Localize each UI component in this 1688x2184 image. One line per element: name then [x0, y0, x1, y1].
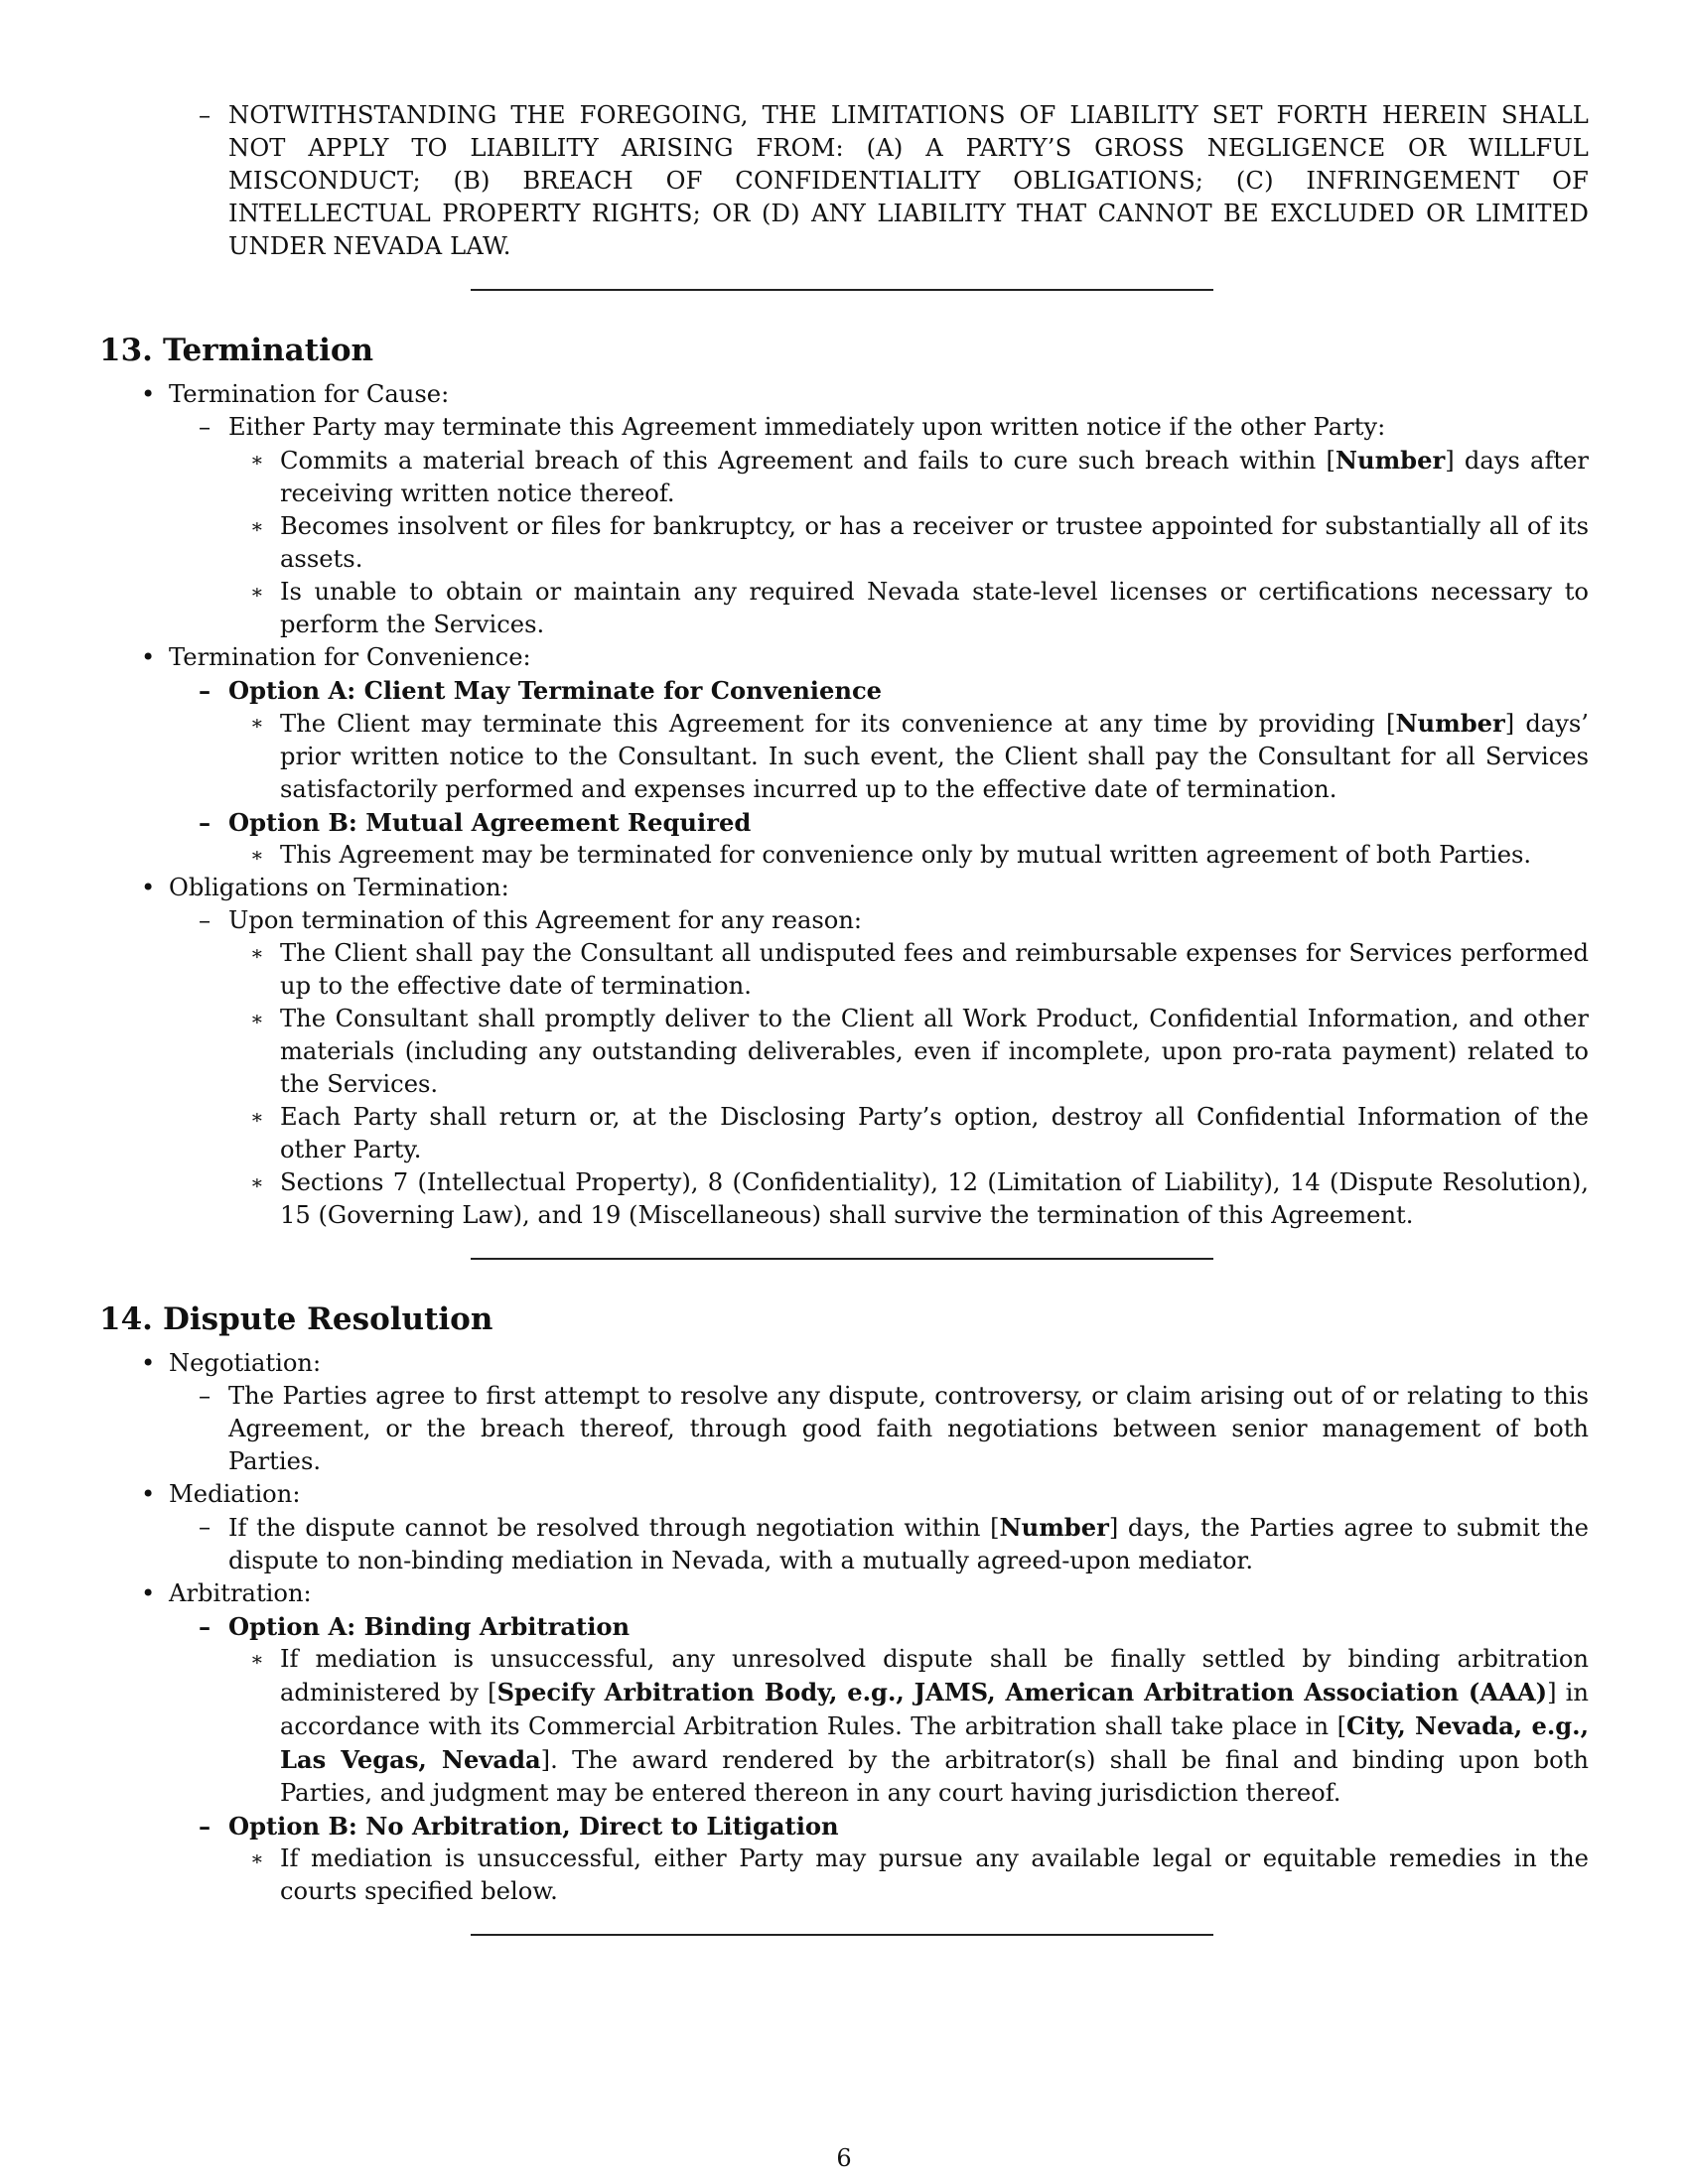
placeholder-field: Number — [1395, 709, 1505, 738]
section-divider — [471, 1258, 1213, 1260]
section-heading-14 — [99, 1299, 1589, 1339]
list-item: ∗ Sections 7 (Intellectual Property), 8 (Confidentiality), 12 (Limitation of Liability), 14 (Dispute Resolution), 15 (Governing Law), and 19 (Miscellaneous) shall survive the termination of this Agreement. — [250, 1168, 1589, 1229]
asterisk-marker: ∗ — [250, 1105, 264, 1129]
dash-marker: – — [199, 1812, 211, 1841]
list-item: – The Parties agree to first attempt to resolve any dispute, controversy, or claim arising out of or relating to this Agreement, or the breach thereof, through good faith negotiations between senior management of both Parties. — [199, 1382, 1589, 1475]
bullet-marker: • — [141, 1349, 156, 1377]
bullet-marker: • — [141, 643, 156, 671]
section-title: Termination — [163, 333, 374, 368]
list-item: – If the dispute cannot be resolved through negotiation within [Number] days, the Parties agree to submit the dispute to non-binding mediation in Nevada, with a mutually agreed-upon mediator. — [199, 1513, 1589, 1574]
placeholder-field: Specify Arbitration Body, e.g., JAMS, American Arbitration Association (AAA) — [496, 1678, 1548, 1706]
option-title: – Option A: Binding Arbitration — [199, 1612, 631, 1641]
section-divider — [471, 289, 1213, 291]
asterisk-marker: ∗ — [250, 1846, 264, 1870]
asterisk-marker: ∗ — [250, 514, 264, 538]
bullet-marker: • — [141, 380, 156, 408]
list-item: ∗ The Client shall pay the Consultant all undisputed fees and reimbursable expenses for Services performed up to the effective date of termination. — [250, 939, 1589, 1000]
section-number: 13. — [99, 333, 153, 368]
list-item: ∗ The Client may terminate this Agreement for its convenience at any time by providing [Number] days’ prior written notice to the Consultant. In such event, the Client shall pay the Consultant for all Services satisfactorily performed and expenses incurred up to the effective date of termination. — [250, 709, 1589, 803]
page-content — [99, 99, 1589, 1936]
asterisk-marker: ∗ — [250, 448, 264, 472]
liability-exception-clause: – NOTWITHSTANDING THE FOREGOING, THE LIMITATIONS OF LIABILITY SET FORTH HEREIN SHALL NOT APPLY TO LIABILITY ARISING FROM: (A) A PARTY’S GROSS NEGLIGENCE OR WILLFUL MISCONDUCT; (B) BREACH OF CONFIDENTIALITY OBLIGATIONS; (C) INFRINGEMENT OF INTELLECTUAL PROPERTY RIGHTS; OR (D) ANY LIABILITY THAT CANNOT BE EXCLUDED OR LIMITED UNDER NEVADA LAW. — [199, 101, 1589, 260]
list-item-mediation: • Mediation: — [169, 1478, 1589, 1511]
dash-marker: – — [199, 1513, 211, 1541]
option-title: – Option B: Mutual Agreement Required — [199, 808, 752, 837]
list-item-termination-convenience: • Termination for Convenience: — [169, 641, 1589, 674]
list-item: ∗ The Consultant shall promptly deliver to the Client all Work Product, Confidential Information, and other materials (including any outstanding deliverables, even if incomplete, upon pro-rata payment) related to the Services. — [250, 1005, 1589, 1098]
list-item: ∗ Commits a material breach of this Agreement and fails to cure such breach within [Number] days after receiving written notice thereof. — [250, 446, 1589, 507]
bullet-marker: • — [141, 1579, 156, 1607]
list-item: ∗ Is unable to obtain or maintain any required Nevada state-level licenses or certifications necessary to perform the Services. — [250, 578, 1589, 638]
page-number: 6 — [836, 2144, 852, 2172]
list-item: – Either Party may terminate this Agreement immediately upon written notice if the other Party: — [228, 411, 1589, 444]
dash-marker: – — [199, 906, 211, 934]
placeholder-field: Number — [1335, 446, 1446, 475]
asterisk-marker: ∗ — [250, 1007, 264, 1030]
list-item: ∗ This Agreement may be terminated for convenience only by mutual written agreement of both Parties. — [280, 839, 1589, 872]
list-item: – Upon termination of this Agreement for any reason: — [228, 904, 1589, 937]
section-heading-13 — [99, 331, 1589, 370]
list-item: ∗ Becomes insolvent or files for bankruptcy, or has a receiver or trustee appointed for substantially all of its assets. — [250, 512, 1589, 573]
asterisk-marker: ∗ — [250, 580, 264, 604]
list-item: ∗ If mediation is unsuccessful, any unresolved dispute shall be finally settled by binding arbitration administered by [Specify Arbitration Body, e.g., JAMS, American Arbitration Association (AAA)] in accordance with its Commercial Arbitration Rules. The arbitration shall take place in [City, Nevada, e.g., Las Vegas, Nevada]. The award rendered by the arbitrator(s) shall be final and binding upon both Parties, and judgment may be entered thereon in any court having jurisdiction thereof. — [250, 1645, 1590, 1807]
placeholder-field: Number — [999, 1513, 1109, 1542]
option-title: – Option B: No Arbitration, Direct to Litigation — [199, 1812, 839, 1841]
dash-marker: – — [199, 1612, 211, 1641]
bullet-marker: • — [141, 874, 156, 901]
list-item: ∗ If mediation is unsuccessful, either Party may pursue any available legal or equitable remedies in the courts specified below. — [250, 1844, 1589, 1905]
list-item-obligations: • Obligations on Termination: — [169, 872, 1589, 904]
option-title: – Option A: Client May Terminate for Convenience — [199, 676, 883, 705]
list-item-negotiation: • Negotiation: — [169, 1347, 1589, 1380]
asterisk-marker: ∗ — [250, 1170, 264, 1194]
section-divider — [471, 1934, 1213, 1936]
dash-marker: – — [199, 413, 211, 441]
bullet-marker: • — [141, 1480, 156, 1508]
dash-marker: – — [199, 676, 211, 705]
asterisk-marker: ∗ — [250, 941, 264, 965]
placeholder-field: City, Nevada, e.g., Las Vegas, Nevada — [280, 1711, 1590, 1774]
list-item-termination-cause: • Termination for Cause: — [169, 378, 1589, 411]
asterisk-marker: ∗ — [250, 711, 264, 735]
asterisk-marker: ∗ — [250, 1647, 264, 1671]
section-number: 14. — [99, 1301, 153, 1337]
dash-marker: – — [199, 101, 211, 129]
dash-marker: – — [199, 1382, 211, 1410]
list-item: ∗ Each Party shall return or, at the Disclosing Party’s option, destroy all Confidential Information of the other Party. — [250, 1103, 1589, 1163]
asterisk-marker: ∗ — [250, 843, 264, 867]
dash-marker: – — [199, 808, 211, 837]
section-title: Dispute Resolution — [163, 1301, 493, 1337]
list-item-arbitration: • Arbitration: — [169, 1577, 1589, 1610]
